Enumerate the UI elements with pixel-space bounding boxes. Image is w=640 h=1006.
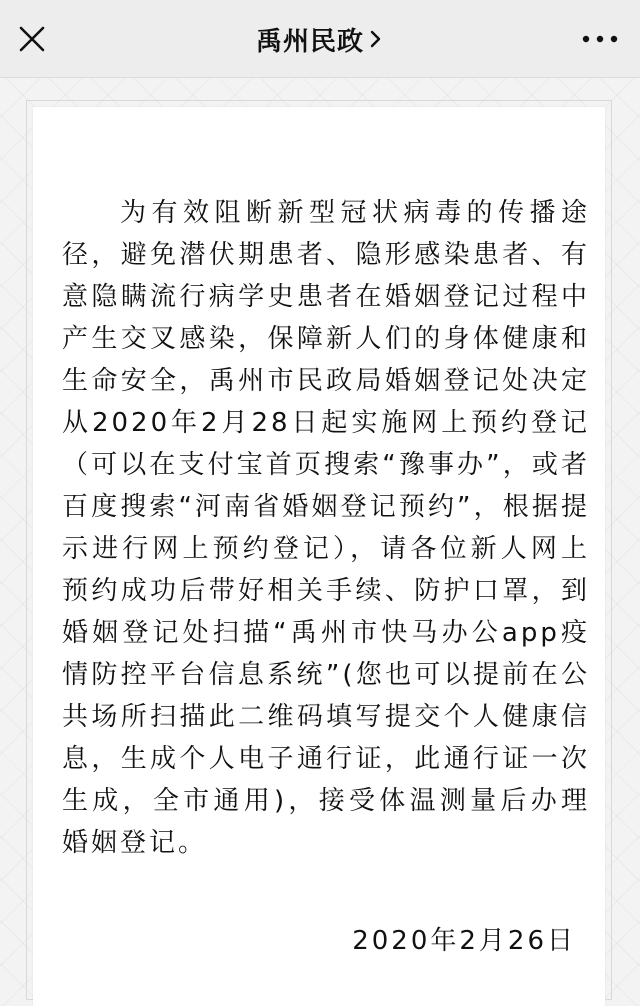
top-navigation-bar	[0, 0, 640, 78]
article-paragraph: 为有效阻断新型冠状病毒的传播途径，避免潜伏期患者、隐形感染患者、有意隐瞒流行病学史患者在婚姻登记过程中产生交叉感染，保障新人们的身体健康和生命安全，禹州市民政局婚姻登记处决定从2020年2月28日起实施网上预约登记（可以在支付宝首页搜索“豫事办”，或者百度搜索“河南省婚姻登记预约”，根据提示进行网上预约登记），请各位新人网上预约成功后带好相关手续、防护口罩，到婚姻登记处扫描“禹州市快马办公app疫情防控平台信息系统”(您也可以提前在公共场所扫描此二维码填写提交个人健康信息，生成个人电子通行证，此通行证一次生成，全市通用)，接受体温测量后办理婚姻登记。	[62, 198, 590, 858]
more-icon[interactable]	[580, 28, 620, 50]
article-date: 2020年2月26日	[352, 926, 576, 956]
nav-title-container	[0, 0, 640, 78]
account-name-button[interactable]	[256, 21, 384, 58]
chevron-right-icon	[368, 28, 384, 50]
article-body	[62, 192, 590, 864]
account-name: 禹州民政	[255, 26, 364, 57]
close-icon[interactable]	[14, 21, 50, 57]
